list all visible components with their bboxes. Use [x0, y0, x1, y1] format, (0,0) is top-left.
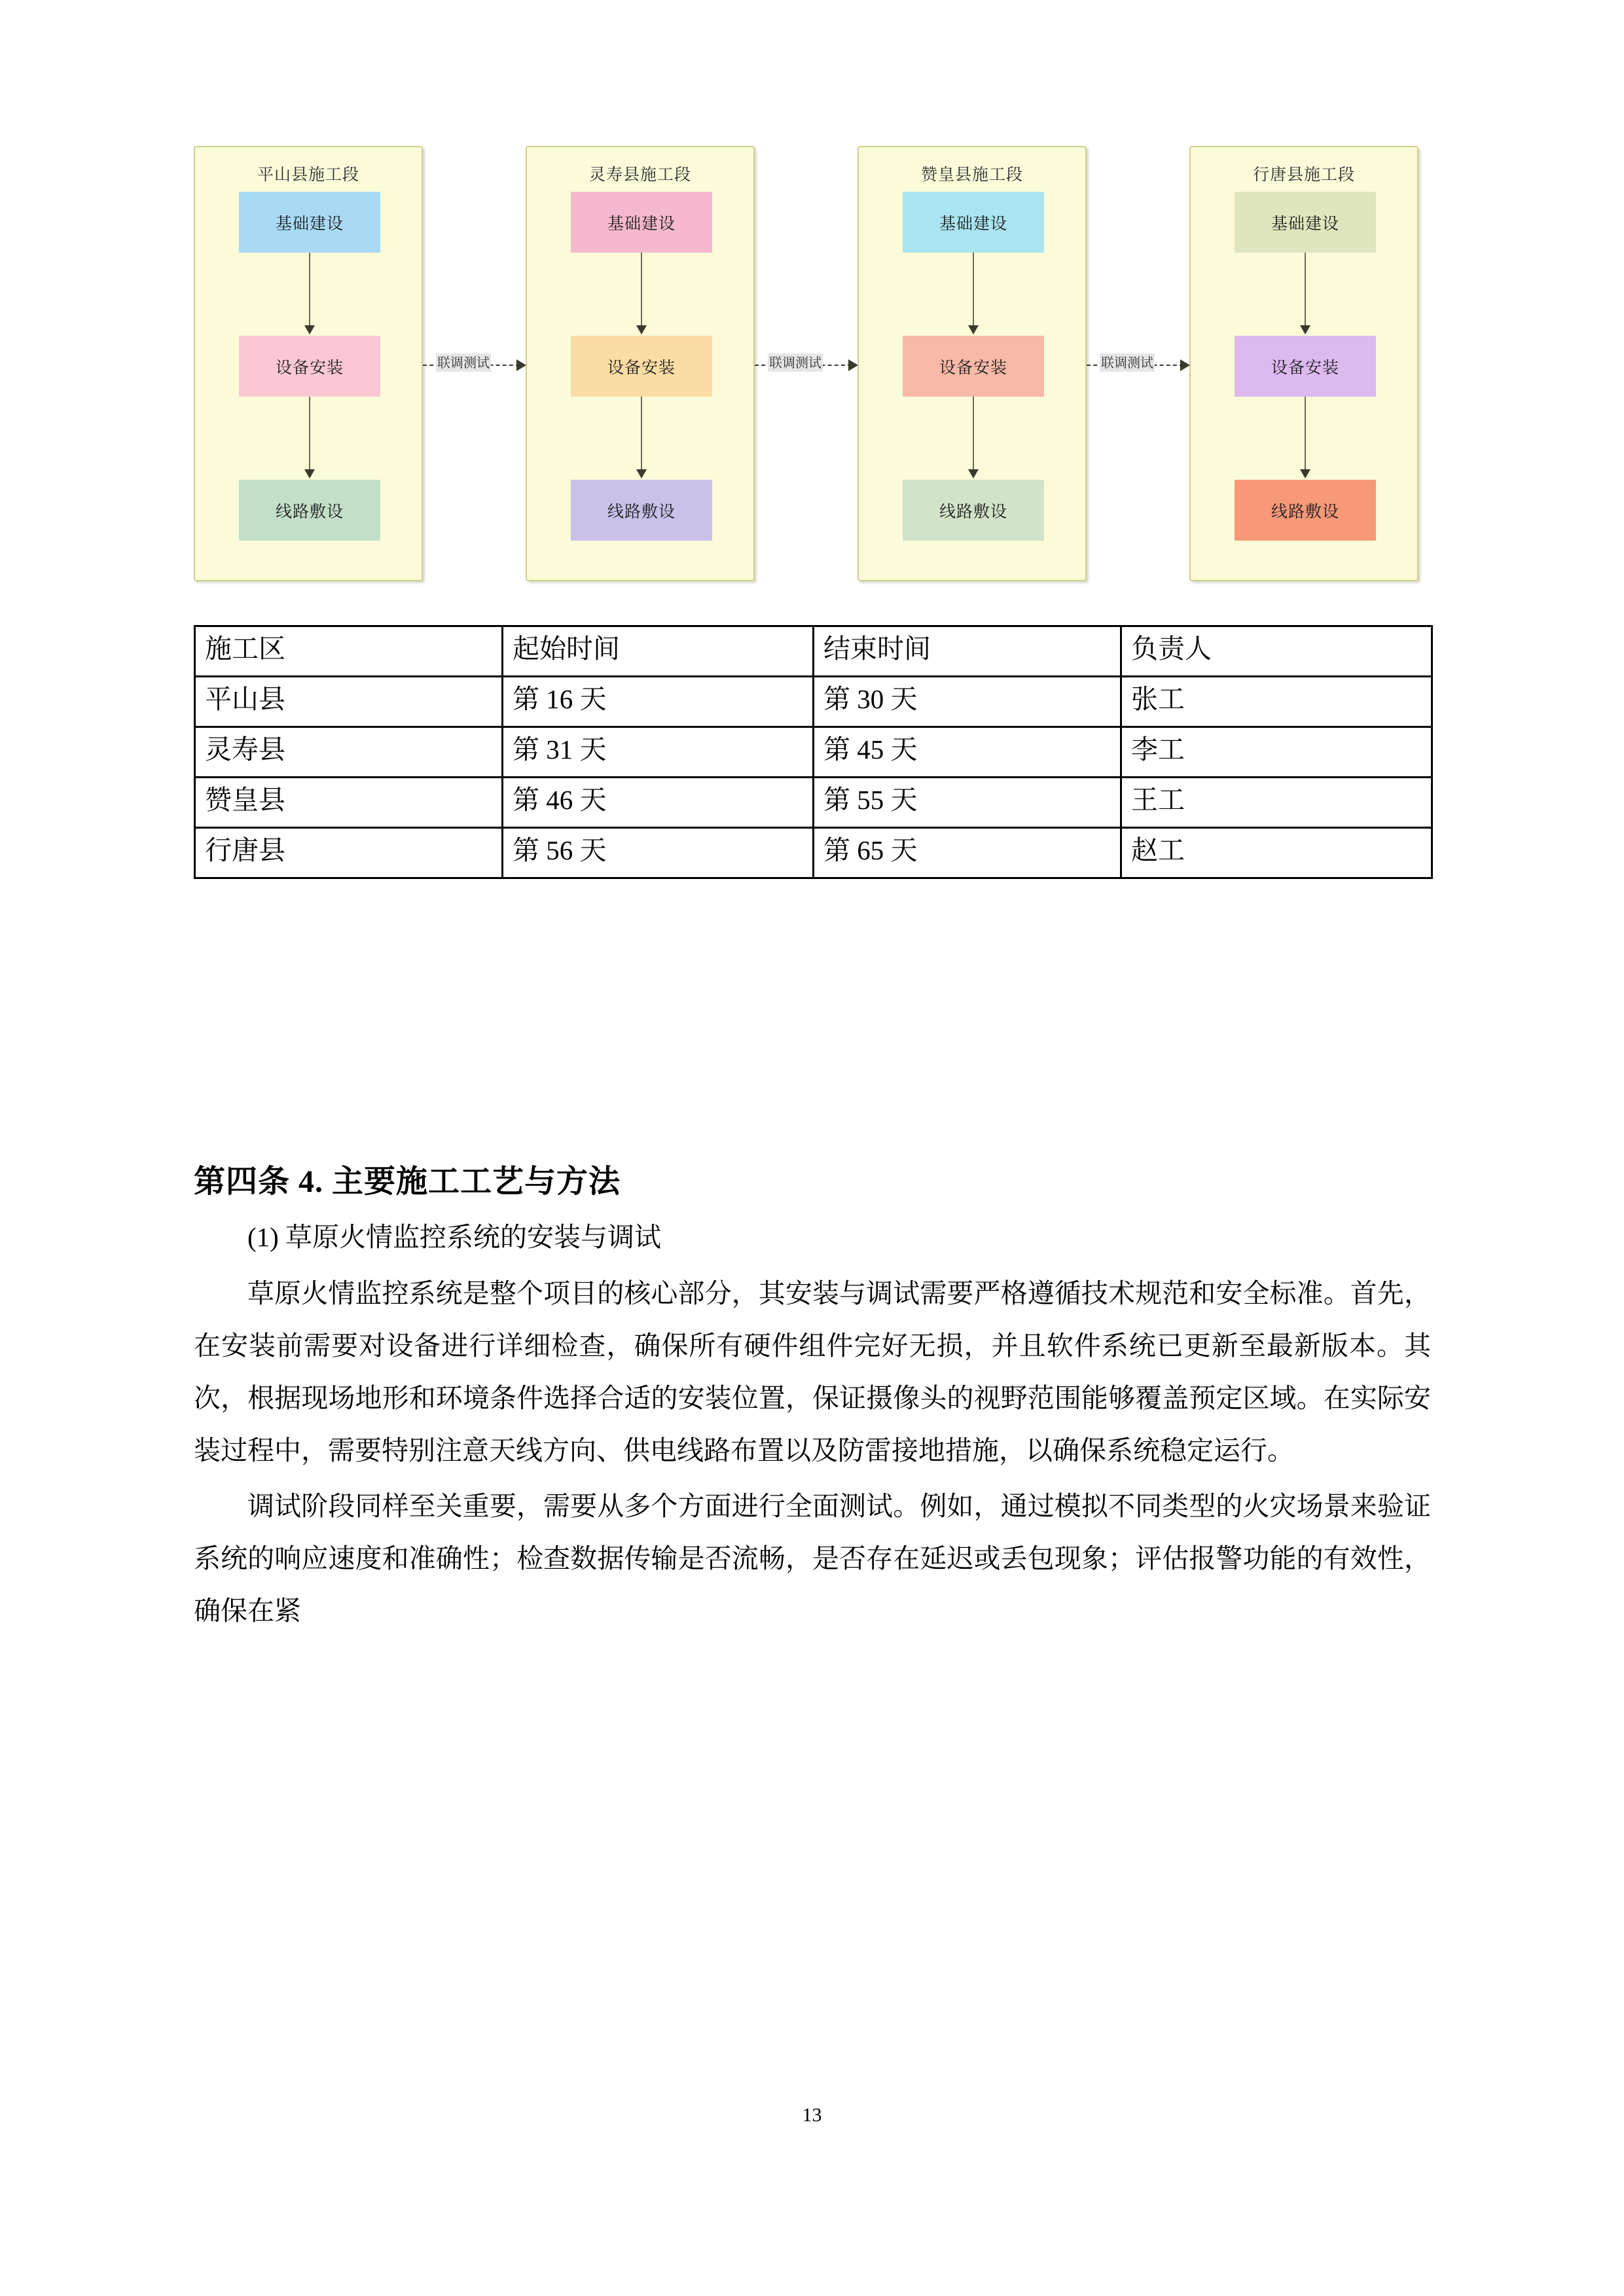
- table-cell: 第 30 天: [814, 677, 1121, 727]
- connector-arrowhead-icon: [304, 469, 315, 478]
- lane-link-1: [423, 354, 526, 376]
- swimlane-title: 平山县施工段: [257, 165, 359, 184]
- connector-arrowhead-icon: [304, 325, 315, 334]
- table-cell: 第 16 天: [503, 677, 814, 727]
- connector-arrowhead-icon: [636, 469, 647, 478]
- table-cell: 第 55 天: [814, 778, 1121, 828]
- node-equipment-install: 设备安装: [903, 336, 1044, 397]
- construction-schedule-table: [194, 625, 1433, 879]
- swimlane-title: 赞皇县施工段: [920, 165, 1023, 184]
- section-heading: 第四条 4. 主要施工工艺与方法: [194, 1164, 621, 1199]
- table-header-cell: 起始时间: [503, 626, 814, 677]
- connector-arrowhead-icon: [1300, 469, 1310, 478]
- node-line-laying: 线路敷设: [571, 480, 712, 541]
- node-line-laying: 线路敷设: [903, 480, 1044, 541]
- link-arrowhead-icon: [516, 359, 526, 371]
- connector-line: [641, 397, 642, 470]
- node-foundation: 基础建设: [1235, 192, 1376, 253]
- table-cell: 第 65 天: [814, 828, 1121, 878]
- body-paragraph-2: 调试阶段同样至关重要，需要从多个方面进行全面测试。例如，通过模拟不同类型的火灾场景来验证系统的响应速度和准确性；检查数据传输是否流畅，是否存在延迟或丢包现象；评估报警功能的有效性，确保在紧: [194, 1491, 1431, 1626]
- node-foundation: 基础建设: [239, 192, 380, 253]
- table-cell: 行唐县: [195, 828, 503, 878]
- link-label: 联调测试: [1101, 355, 1153, 370]
- connector-arrowhead-icon: [636, 325, 647, 334]
- table-cell: 第 56 天: [503, 828, 814, 878]
- connector-arrowhead-icon: [968, 325, 979, 334]
- table-cell: 第 45 天: [814, 727, 1121, 778]
- connector-arrowhead-icon: [968, 469, 979, 478]
- table-row: [195, 727, 1432, 778]
- node-equipment-install: 设备安装: [1235, 336, 1376, 397]
- table-cell: 灵寿县: [195, 727, 503, 778]
- node-equipment-install: 设备安装: [571, 336, 712, 397]
- connector-line: [309, 253, 310, 326]
- connector-line: [973, 253, 974, 326]
- table-cell: 李工: [1121, 727, 1432, 778]
- link-arrowhead-icon: [848, 359, 858, 371]
- table-cell: 赞皇县: [195, 778, 503, 828]
- connector-line: [1305, 253, 1306, 326]
- table-cell: 第 46 天: [503, 778, 814, 828]
- swimlane-zanhuang: [857, 146, 1087, 581]
- construction-phase-flowchart: [194, 146, 1418, 581]
- subsection-heading: (1) 草原火情监控系统的安装与调试: [247, 1222, 662, 1253]
- link-label: 联调测试: [437, 355, 490, 370]
- body-paragraph-1: 草原火情监控系统是整个项目的核心部分，其安装与调试需要严格遵循技术规范和安全标准。首先，在安装前需要对设备进行详细检查，确保所有硬件组件完好无损，并且软件系统已更新至最新版本。其次，根据现场地形和环境条件选择合适的安装位置，保证摄像头的视野范围能够覆盖预定区域。在实际安装过程中，需要特别注意天线方向、供电线路布置以及防雷接地措施，以确保系统稳定运行。: [194, 1278, 1431, 1465]
- link-arrowhead-icon: [1180, 359, 1190, 371]
- connector-line: [1305, 397, 1306, 470]
- swimlane-xingtang: [1189, 146, 1418, 581]
- table-row: [195, 778, 1432, 828]
- table-row: [195, 828, 1432, 878]
- table-cell: 赵工: [1121, 828, 1432, 878]
- node-line-laying: 线路敷设: [239, 480, 380, 541]
- node-foundation: 基础建设: [903, 192, 1044, 253]
- table-cell: 平山县: [195, 677, 503, 727]
- lane-link-3: [1087, 354, 1189, 376]
- table-header-cell: 结束时间: [814, 626, 1121, 677]
- swimlane-lingshou: [526, 146, 755, 581]
- link-label: 联调测试: [769, 355, 821, 370]
- node-line-laying: 线路敷设: [1235, 480, 1376, 541]
- table-header-cell: 负责人: [1121, 626, 1432, 677]
- table-cell: 第 31 天: [503, 727, 814, 778]
- node-foundation: 基础建设: [571, 192, 712, 253]
- table-header-row: [195, 626, 1432, 677]
- connector-arrowhead-icon: [1300, 325, 1310, 334]
- table-cell: 王工: [1121, 778, 1432, 828]
- table-row: [195, 677, 1432, 727]
- swimlane-pingshan: [194, 146, 423, 581]
- table-cell: 张工: [1121, 677, 1432, 727]
- connector-line: [973, 397, 974, 470]
- connector-line: [309, 397, 310, 470]
- connector-line: [641, 253, 642, 326]
- table-header-cell: 施工区: [195, 626, 503, 677]
- document-body: [194, 1162, 1431, 1641]
- node-equipment-install: 设备安装: [239, 336, 380, 397]
- lane-link-2: [755, 354, 857, 376]
- swimlane-title: 行唐县施工段: [1252, 165, 1355, 184]
- page-number: 13: [802, 2104, 822, 2126]
- swimlane-title: 灵寿县施工段: [588, 165, 691, 184]
